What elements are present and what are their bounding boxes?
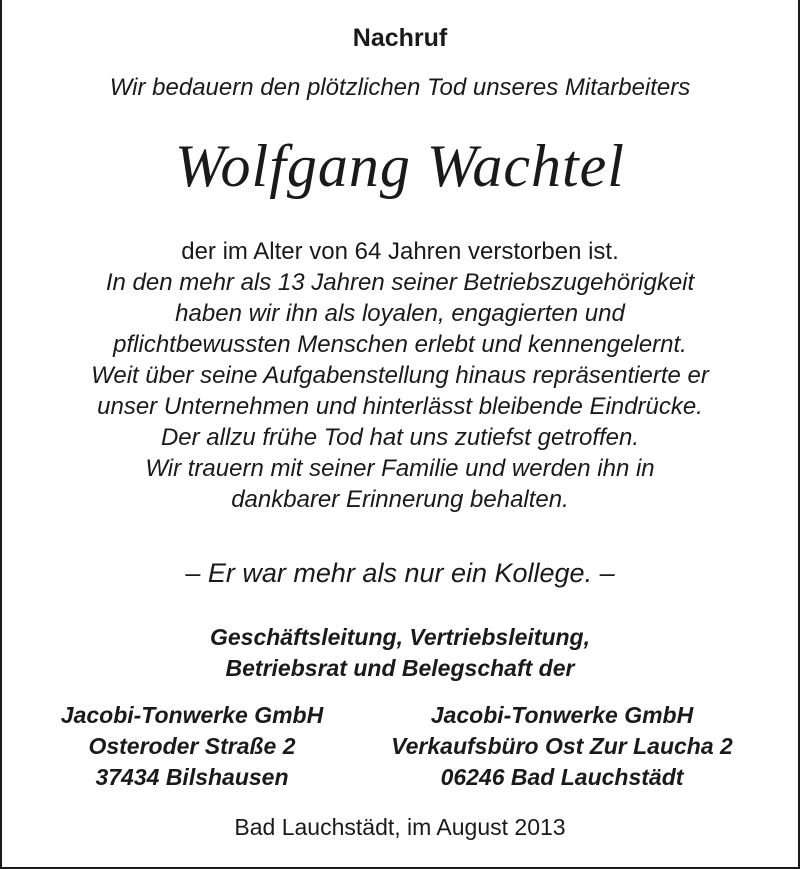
signatories-line: Betriebsrat und Belegschaft der xyxy=(225,655,575,681)
address-line: Verkaufsbüro Ost Zur Laucha 2 xyxy=(391,733,733,759)
body-line: Der allzu frühe Tod hat uns zutiefst getroffen. xyxy=(160,424,640,451)
body-line: Wir trauern mit seiner Familie und werden ihn in xyxy=(145,455,655,482)
address-bad-lauchstaedt xyxy=(372,700,752,793)
quote-line: – Er war mehr als nur ein Kollege. – xyxy=(185,558,615,588)
body-text xyxy=(2,236,798,515)
body-line: unser Unternehmen und hinterlässt bleibende Eindrücke. xyxy=(97,393,703,420)
signatories-line: Geschäftsleitung, Vertriebsleitung, xyxy=(209,624,590,650)
body-line: haben wir ihn als loyalen, engagierten und xyxy=(175,300,625,327)
address-line: Jacobi-Tonwerke GmbH xyxy=(430,702,694,728)
address-line: 06246 Bad Lauchstädt xyxy=(440,764,684,790)
place-date: Bad Lauchstädt, im August 2013 xyxy=(234,814,566,840)
notice-title: Nachruf xyxy=(352,24,448,52)
body-line: der im Alter von 64 Jahren verstorben ist. xyxy=(181,238,619,265)
body-line: In den mehr als 13 Jahren seiner Betriebszugehörigkeit xyxy=(105,269,695,296)
body-line: dankbarer Erinnerung behalten. xyxy=(231,486,569,513)
deceased-name: Wolfgang Wachtel xyxy=(175,133,625,199)
body-line: pflichtbewussten Menschen erlebt und kennengelernt. xyxy=(113,331,687,358)
signatories xyxy=(2,622,798,684)
intro-text: Wir bedauern den plötzlichen Tod unseres Mitarbeiters xyxy=(109,74,691,101)
address-bilshausen xyxy=(42,700,342,793)
address-line: Osteroder Straße 2 xyxy=(88,733,296,759)
body-line: Weit über seine Aufgabenstellung hinaus repräsentierte er xyxy=(91,362,709,389)
address-line: Jacobi-Tonwerke GmbH xyxy=(60,702,324,728)
address-line: 37434 Bilshausen xyxy=(95,764,289,790)
